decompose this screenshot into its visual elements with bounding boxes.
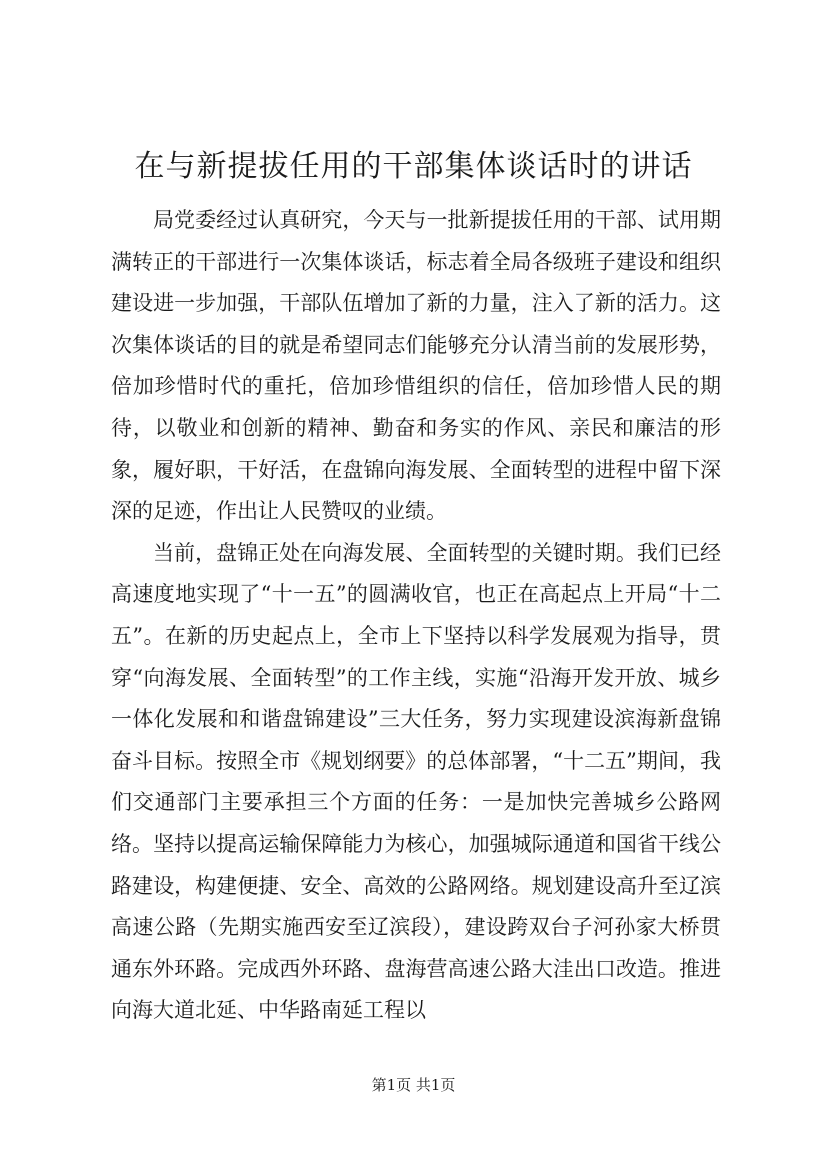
page-number-footer: 第1页 共1页: [371, 1076, 456, 1094]
document-title: 在与新提拔任用的干部集体谈话时的讲话: [134, 149, 693, 184]
body-paragraph-2: 当前，盘锦正处在向海发展、全面转型的关键时期。我们已经高速度地实现了“十一五”的圆满收官，也正在高起点上开局“十二五”。在新的历史起点上，全市上下坚持以科学发展观为指导，贯穿“向海发展、全面转型”的工作主线，实施“沿海开发开放、城乡一体化发展和和谐盘锦建设”三大任务，努力实现建设滨海新盘锦奋斗目标。按照全市《规划纲要》的总体部署，“十二五”期间，我们交通部门主要承担三个方面的任务：一是加快完善城乡公路网络。坚持以提高运输保障能力为核心，加强城际通道和国省干线公路建设，构建便捷、安全、高效的公路网络。规划建设高升至辽滨高速公路（先期实施西安至辽滨段），建设跨双台子河孙家大桥贯通东外环路。完成西外环路、盘海营高速公路大洼出口改造。推进向海大道北延、中华路南延工程以: [111, 540, 721, 1023]
body-paragraph-1: 局党委经过认真研究，今天与一批新提拔任用的干部、试用期满转正的干部进行一次集体谈话，标志着全局各级班子建设和组织建设进一步加强，干部队伍增加了新的力量，注入了新的活力。这次集体谈话的目的就是希望同志们能够充分认清当前的发展形势，倍加珍惜时代的重托，倍加珍惜组织的信任，倍加珍惜人民的期待，以敬业和创新的精神、勤奋和务实的作风、亲民和廉洁的形象，履好职，干好活，在盘锦向海发展、全面转型的进程中留下深深的足迹，作出让人民赞叹的业绩。: [111, 208, 721, 524]
document-body: [111, 200, 721, 1032]
